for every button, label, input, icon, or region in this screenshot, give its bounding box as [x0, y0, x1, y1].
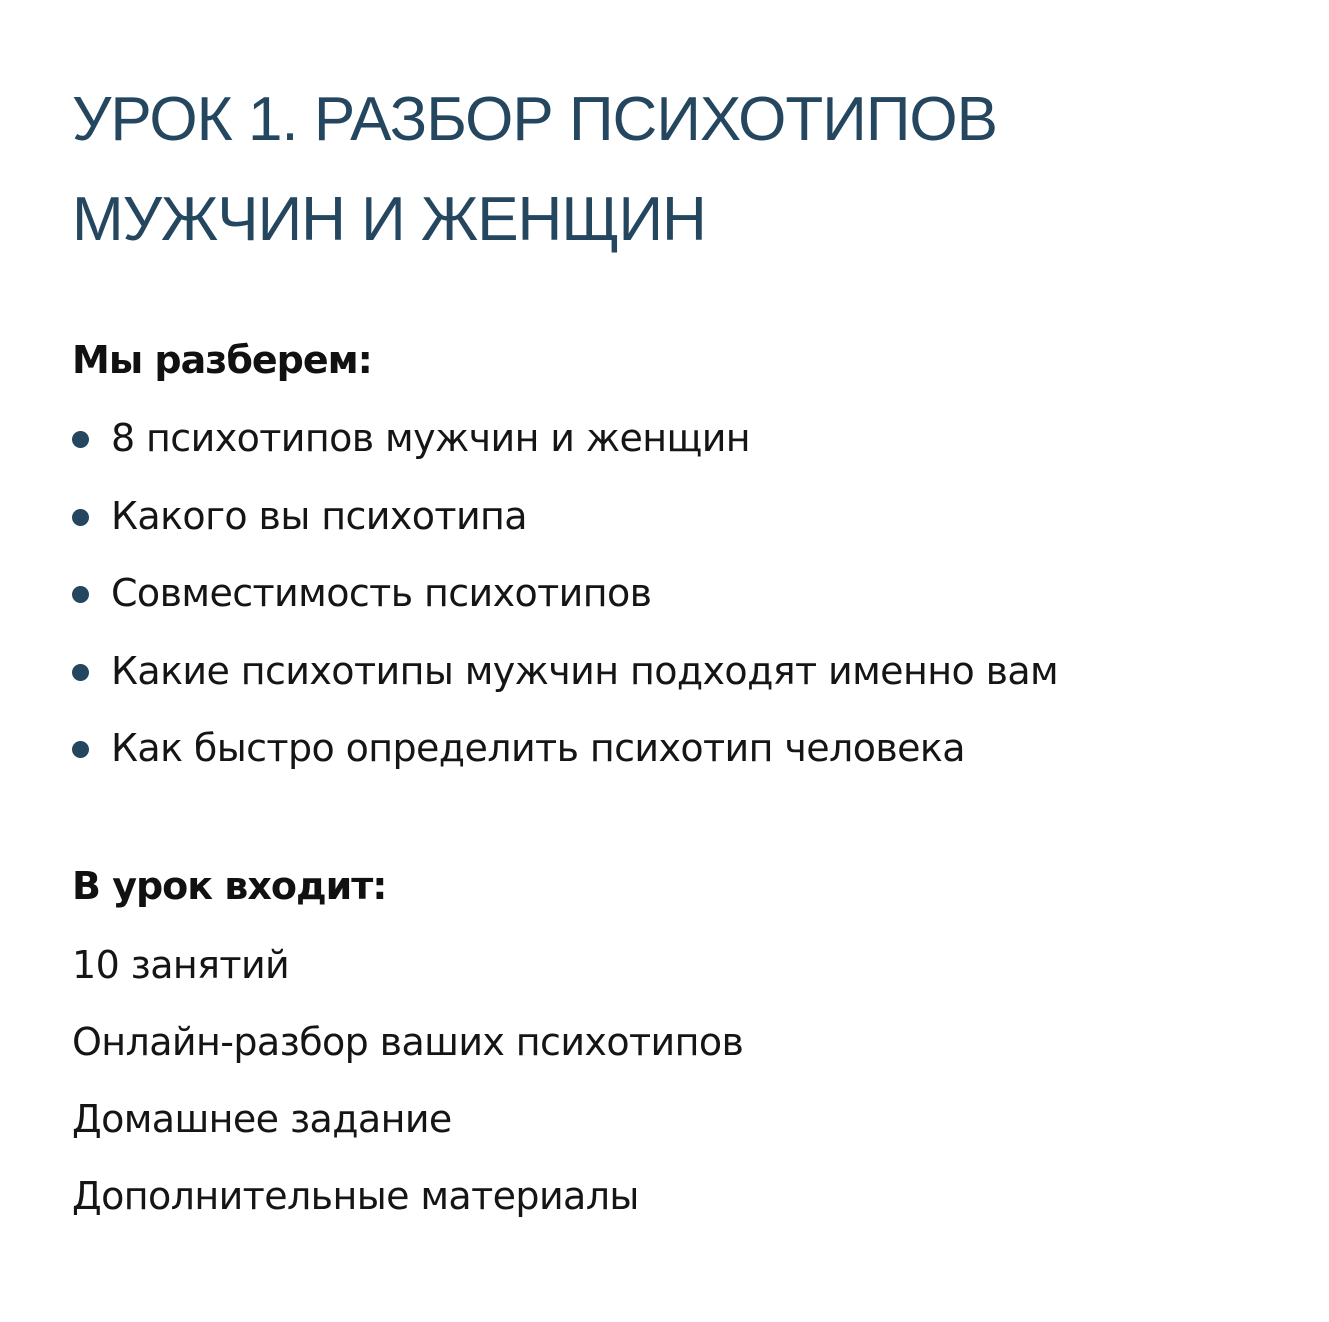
include-text: Дополнительные материалы	[72, 1174, 639, 1218]
topic-text: Какого вы психотипа	[111, 493, 527, 538]
topics-list-item	[72, 644, 1058, 722]
page-title	[72, 70, 1172, 270]
include-text: Онлайн-разбор ваших психотипов	[72, 1020, 744, 1064]
includes-list-item	[72, 1015, 743, 1092]
include-text: 10 занятий	[72, 943, 290, 987]
topic-text: Совместимость психотипов	[111, 571, 652, 615]
topics-list-item	[72, 721, 1058, 799]
topic-text: Какие психотипы мужчин подходят именно вам	[111, 648, 1059, 693]
topic-text: 8 психотипов мужчин и женщин	[111, 416, 751, 460]
include-text: Домашнее задание	[72, 1097, 452, 1141]
includes-list-item	[72, 938, 743, 1015]
title-line-2: МУЖЧИН И ЖЕНЩИН	[72, 185, 706, 254]
includes-list-item	[72, 1092, 743, 1169]
bullet-dot-icon	[72, 741, 89, 758]
topics-list-item	[72, 566, 1058, 644]
includes-heading: В урок входит:	[72, 864, 387, 908]
bullet-dot-icon	[72, 664, 89, 681]
topics-heading: Мы разберем:	[72, 338, 372, 382]
bullet-dot-icon	[72, 509, 89, 526]
bullet-dot-icon	[72, 431, 89, 448]
includes-list-item	[72, 1169, 743, 1246]
topic-text: Как быстро определить психотип человека	[111, 726, 965, 770]
title-line-1: УРОК 1. РАЗБОР ПСИХОТИПОВ	[72, 85, 997, 154]
topics-list	[72, 411, 1058, 799]
topics-list-item	[72, 489, 1058, 567]
bullet-dot-icon	[72, 586, 89, 603]
topics-list-item	[72, 411, 1058, 489]
includes-list	[72, 938, 743, 1246]
